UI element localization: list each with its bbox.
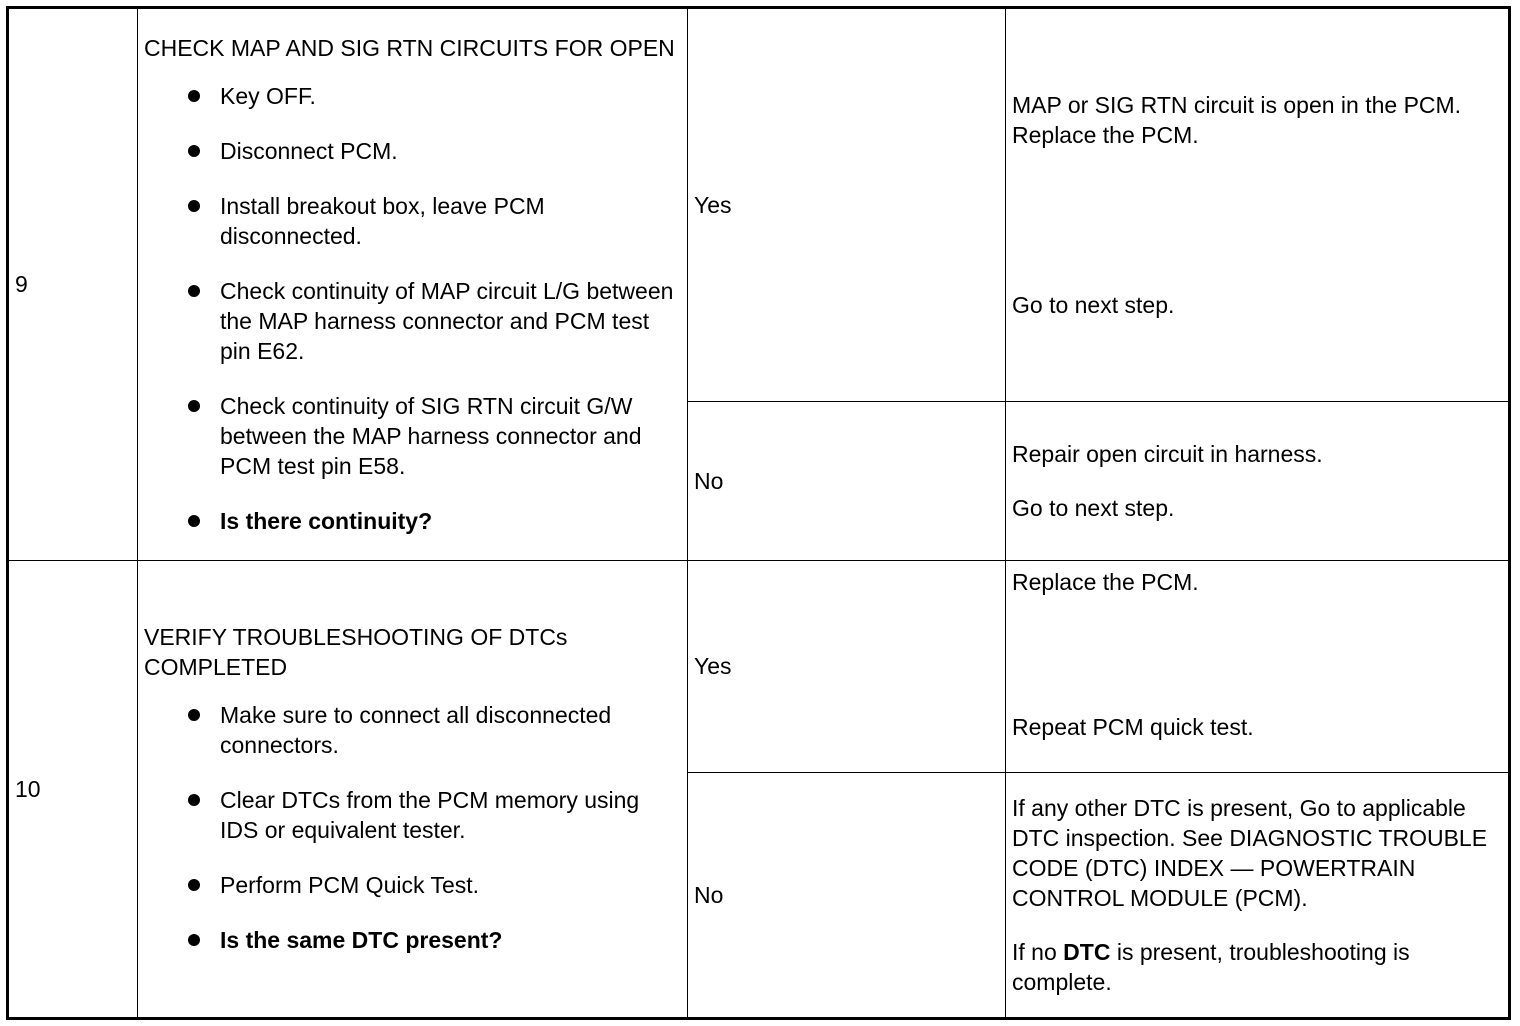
check-item: Clear DTCs from the PCM memory using IDS or equivalent tester. [188, 785, 681, 845]
action-text: If no DTC is present, troubleshooting is complete. [1012, 938, 1410, 995]
action-text: Replace the PCM. [1012, 568, 1199, 595]
action-cell [1006, 8, 1510, 402]
check-question: Is there continuity? [188, 506, 681, 536]
action-text: Go to next step. [1012, 494, 1175, 521]
bullet-icon [188, 794, 200, 806]
check-item: Key OFF. [188, 81, 681, 111]
bullet-icon [188, 709, 200, 721]
check-question: Is the same DTC present? [188, 925, 681, 955]
step-number: 10 [8, 560, 138, 1018]
action-text: Go to next step. [1012, 292, 1175, 319]
bullet-icon [188, 934, 200, 946]
inspection-checklist [144, 81, 681, 536]
diagnostic-procedure-table [6, 6, 1511, 1020]
result-no: No [688, 772, 1006, 1018]
check-item: Make sure to connect all disconnected connectors. [188, 700, 681, 760]
bullet-icon [188, 879, 200, 891]
result-yes: Yes [688, 560, 1006, 772]
bullet-icon [188, 200, 200, 212]
bullet-icon [188, 145, 200, 157]
result-no: No [688, 402, 1006, 560]
step-9-yes-row [8, 8, 1510, 402]
action-text: Repair open circuit in harness. [1012, 440, 1323, 467]
inspection-cell [138, 8, 688, 561]
action-cell [1006, 772, 1510, 1018]
result-yes: Yes [688, 8, 1006, 402]
inspection-cell [138, 560, 688, 1018]
check-item: Disconnect PCM. [188, 136, 681, 166]
action-text: Repeat PCM quick test. [1012, 713, 1254, 740]
check-item: Install breakout box, leave PCM disconnected. [188, 191, 681, 251]
check-item: Check continuity of MAP circuit L/G between the MAP harness connector and PCM test pin E62. [188, 276, 681, 366]
action-cell [1006, 560, 1510, 772]
step-number: 9 [8, 8, 138, 561]
action-text: MAP or SIG RTN circuit is open in the PCM. Replace the PCM. [1012, 92, 1462, 149]
bullet-icon [188, 515, 200, 527]
inspection-title: VERIFY TROUBLESHOOTING OF DTCs COMPLETED [144, 624, 568, 681]
check-item: Check continuity of SIG RTN circuit G/W between the MAP harness connector and PCM test pin E58. [188, 391, 681, 481]
bullet-icon [188, 285, 200, 297]
action-text: If any other DTC is present, Go to applicable DTC inspection. See DIAGNOSTIC TROUBLE CODE (DTC) INDEX — POWERTRAIN CONTROL MODULE (PCM). [1012, 794, 1488, 911]
action-cell [1006, 402, 1510, 560]
bullet-icon [188, 90, 200, 102]
check-item: Perform PCM Quick Test. [188, 870, 681, 900]
step-10-yes-row [8, 560, 1510, 772]
inspection-checklist [144, 700, 681, 955]
inspection-title: CHECK MAP AND SIG RTN CIRCUITS FOR OPEN [144, 34, 675, 61]
bullet-icon [188, 400, 200, 412]
